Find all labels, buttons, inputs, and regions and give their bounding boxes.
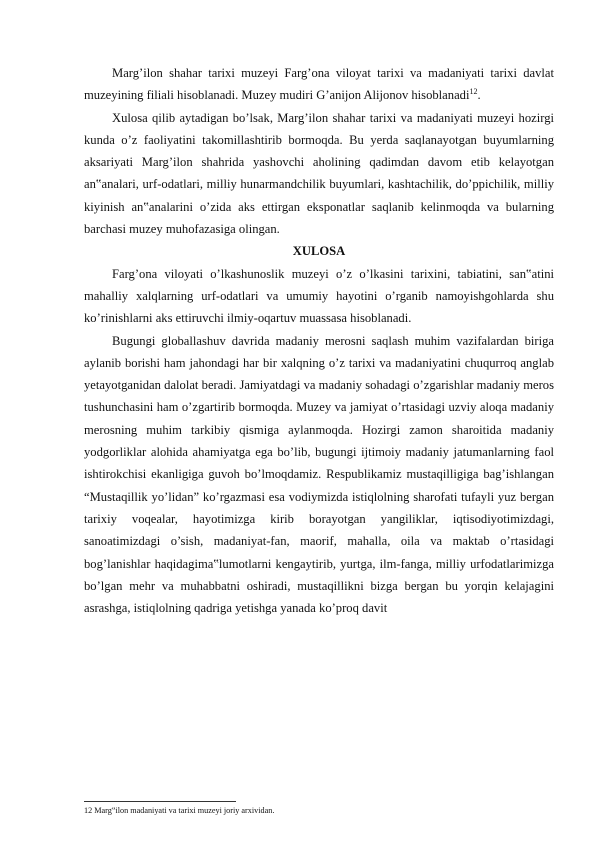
footnote-divider [84, 801, 236, 802]
paragraph-1-text: Marg’ilon shahar tarixi muzeyi Farg’ona viloyat tarixi va madaniyati tarixi davlat muzeyining filiali hisoblanadi. Muzey mudiri G’anijon Alijonov hisoblanadi [84, 66, 554, 103]
paragraph-3: Farg’ona viloyati o’lkashunoslik muzeyi o’z o’lkasini tarixini, tabiatini, san‟atini mahalliy xalqlarning urf-odatlari va umumiy hayotini o’rganib namoyishgohlarda shu ko’rinishlarni aks ettiruvchi ilmiy-oqartuv muassasa hisoblanadi. [84, 266, 554, 326]
paragraph-2: Xulosa qilib aytadigan bo’lsak, Marg’ilon shahar tarixi va madaniyati muzeyi hozirgi kunda o’z faoliyatini takomillashtirib bormoqda. Bu yerda saqlanayotgan buyumlarning aksariyati Marg’ilon shahrida yashovchi aholining qadimdan davom etib kelayotgan an‟analari, urf-odatlari, milliy hunarmandchilik buyumlari, kashtachilik, do’ppichilik, milliy kiyinish an‟analarini o’zida aks ettirgan eksponatlar saqlanib kelinmoqda va bularning barchasi muzey muhofazasiga olingan. [84, 110, 554, 237]
section-heading: XULOSA [292, 244, 346, 259]
paragraph-4: Bugungi globallashuv davrida madaniy merosni saqlash muhim vazifalardan biriga aylanib borishi ham jahondagi har bir xalqning o’z tarixi va madaniyatini chuqurroq anglab yetayotganidan dalolat beradi. Jamiyatdagi va madaniy sohadagi o’zgarishlar madaniy meros tushunchasini ham o’zgartirib bormoqda. Muzey va jamiyat o’rtasidagi uzviy aloqa madaniy merosning muhim tarkibiy qismiga aylanmoqda. Hozirgi zamon sharoitida madaniy yodgorliklar alohida ahamiyatga ega bo’lib, bugungi ijtimoiy madaniy jatumanlarning faol ishtirokchisi ekanligiga guvoh bo’lmoqdamiz. Respublikamiz mustaqilligiga bag’ishlangan “Mustaqillik yo’lidan” ko’rgazmasi esa vodiymizda istiqlolning sharofati tufayli yuz bergan tarixiy voqealar, hayotimizga kirib borayotgan yangiliklar, iqtisodiyotimizdagi, sanoatimizdagi o’sish, madaniyat-fan, maorif, mahalla, oila va maktab o’rtasidagi bog’lanishlar haqidagima‟lumotlarni kengaytirib, yurtga, ilm-fanga, milliy urfodatlarimizga bo’lgan mehr va muhabbatni oshiradi, mustaqillikni bizga bergan bu yorqin kelajagini asrashga, istiqlolning qadriga yetishga yanada ko’proq davit [84, 333, 554, 616]
footnote-reference[interactable]: 12 [469, 87, 478, 97]
footnote: 12 Marg‟ilon madaniyati va tarixi muzeyi joriy arxividan. [84, 806, 275, 815]
paragraph-1-end: . [477, 88, 481, 103]
document-body [84, 62, 554, 619]
paragraph-1 [84, 62, 554, 107]
